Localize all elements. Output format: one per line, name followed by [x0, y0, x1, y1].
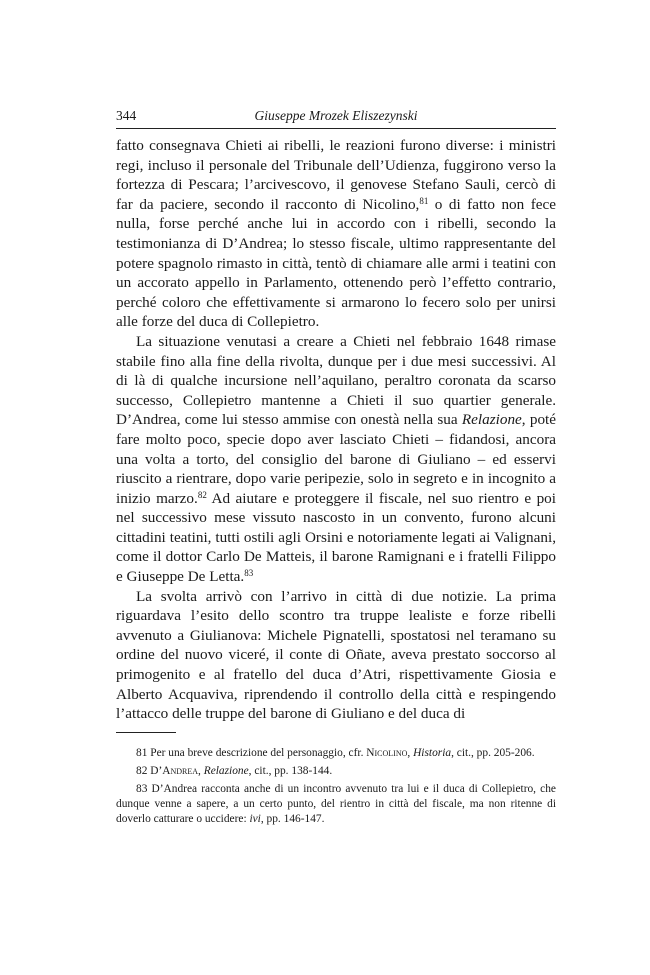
footnote-ref-82: 82	[197, 489, 207, 500]
footnote-author: Andrea	[162, 765, 199, 777]
paragraph-1	[116, 136, 556, 332]
footnote-83	[116, 782, 556, 827]
footnote-title: Relazione	[203, 765, 249, 777]
footnote-text: ,	[198, 765, 204, 777]
work-title-relazione: Relazione	[461, 411, 522, 429]
footnote-ref-81: 81	[419, 195, 429, 206]
footnotes	[116, 746, 556, 830]
footnote-text: ,	[407, 747, 414, 759]
footnote-number: 81	[136, 747, 148, 759]
paragraph-2-text-b: , poté fare molto poco, specie dopo aver lasciato Chieti – fidandosi, ancora una volta a torto, del consiglio del barone di Giuliano – ed esservi riuscito a rientrare, dopo varie peripezie, solo in segreto e in incognito a inizio marzo.	[116, 411, 556, 507]
paragraph-1-text: fatto consegnava Chieti ai ribelli, le reazioni furono diverse: i ministri regi, incluso il personale del Tribunale dell’Udienza, fuggirono verso la fortezza di Pescara; l’arcivescovo, il genovese Stefano Sauli, cercò di far da paciere, secondo il racconto di Nicolino,	[116, 137, 556, 213]
footnote-text: D’	[147, 765, 163, 777]
page-number: 344	[116, 108, 137, 123]
paragraph-3: La svolta arrivò con l’arrivo in città di due notizie. La prima riguardava l’esito dello scontro tra truppe lealiste e forze ribelli avvenuto a Giulianova: Michele Pignatelli, spostatosi nel teramano su ordine del nuovo viceré, il conte di Oñate, aveva prestato soccorso al primogenito e al fratello del duca d’Atri, rispettivamente Giosia e Alberto Acquaviva, riprendendo il controllo della città e respingendo l’attacco delle truppe del barone di Giuliano e del duca di	[116, 587, 556, 723]
footnote-text: , cit., pp. 205-206.	[451, 747, 535, 759]
footnote-number: 83	[136, 783, 148, 795]
footnote-separator	[116, 732, 176, 733]
footnote-author: Nicolino	[366, 747, 408, 759]
paragraph-2-text-c: Ad aiutare e proteggere il fiscale, nel suo rientro e poi nel successivo mese vissuto nascosto in un convento, furono alcuni cittadini teatini, tutti ostili agli Orsini e notoriamente legati ai Valignani, come il dottor Carlo De Matteis, il barone Ramignani e i fratelli Filippo e Giuseppe De Letta.	[116, 489, 557, 586]
footnote-text: , pp. 146-147.	[260, 813, 325, 825]
footnote-number: 82	[136, 765, 148, 777]
footnote-ref-83: 83	[244, 568, 254, 579]
footnote-text: D’Andrea racconta anche di un incontro avvenuto tra lui e il duca di Collepietro, che dunque venne a sapere, a un certo punto, del rientro in città del fiscale, ma non ritenne di doverlo catturare o uccidere:	[116, 783, 556, 825]
running-head: Giuseppe Mrozek Eliszezynski	[254, 108, 418, 123]
footnote-text: Per una breve descrizione del personaggio, cfr.	[147, 747, 367, 759]
paragraph-1-tail: o di fatto non fece nulla, forse perché anche lui in accordo con i ribelli, secondo la testimonianza di D’Andrea; lo stesso fiscale, ultimo rappresentante del potere spagnolo rimasto in città, tentò di chiamare alle armi i teatini con un accorato appello in Parlamento, ottenendo però l’effetto contrario, perché coloro che effettivamente si armarono lo fecero solo per unirsi alle forze del duca di Collepietro.	[116, 195, 556, 331]
footnote-title: Historia	[413, 747, 452, 759]
footnote-text: , cit., pp. 138-144.	[248, 765, 333, 777]
paragraph-2-text-a: La situazione venutasi a creare a Chieti nel febbraio 1648 rimase stabile fino alla fine della rivolta, dunque per i due mesi successivi. Al di là di qualche incursione nell’aquilano, peraltro coronata da scarso successo, Collepietro mantenne a Chieti il suo quartier generale. D’Andrea, come lui stesso ammise con onestà nella sua	[116, 332, 556, 429]
paragraph-2	[116, 332, 556, 587]
footnote-title: ivi	[249, 813, 261, 825]
footnote-82	[116, 764, 556, 779]
footnote-81	[116, 746, 556, 761]
main-text	[116, 136, 556, 724]
page-header	[116, 106, 556, 129]
